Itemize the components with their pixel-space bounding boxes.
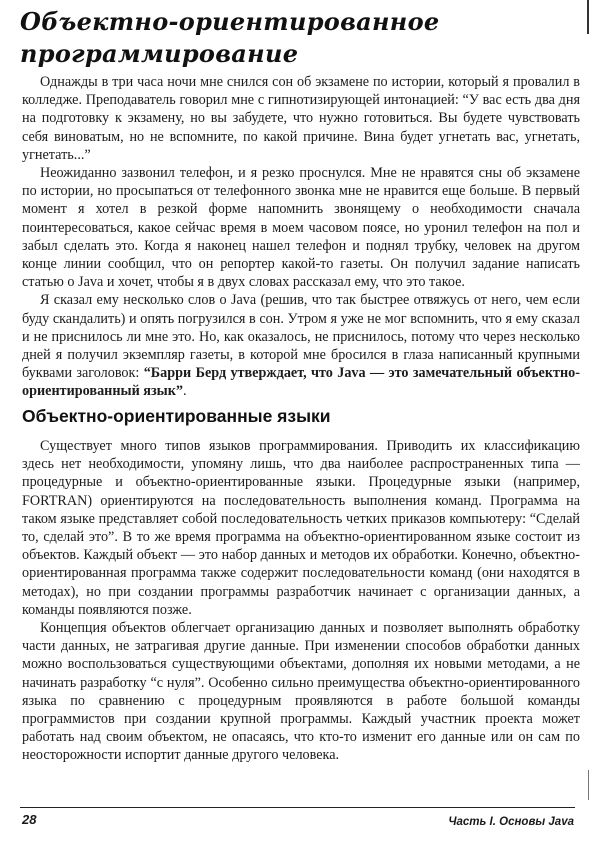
footer-rule xyxy=(20,807,575,808)
page-number: 28 xyxy=(22,812,37,827)
intro-paragraph-3-text: Я сказал ему несколько слов о Java (решив, что так быстрее отвяжусь от него, чем если буду скандалить) и опять погрузился в сон. Утром я уже не мог вспомнить, что я ему сказал и не приснилось ли мне это. Но, как оказалось, не приснилось, потому что через несколько дней я получил экземпляр газеты, в которой мне бросился в глаза написанный крупными буквами заголовок: xyxy=(22,292,580,382)
intro-paragraph-1: Однажды в три часа ночи мне снился сон об экзамене по истории, который я провалил в колледже. Преподаватель говорил мне с гипнотизирующей интонацией: “У вас есть два дня на подготовку к экзамену, но вы забудете, что нужно готовиться. Вы будете чувствовать себя виноватым, но не вспомните, по какой причине. Вина будет угнетать вас, угнетать, угнетать...” xyxy=(22,74,580,163)
newspaper-headline: “Барри Берд утверждает, что Java — это замечательный объектно-ориентированный язык” xyxy=(22,365,580,400)
intro-paragraph-2: Неожиданно зазвонил телефон, и я резко проснулся. Мне не нравятся сны об экзамене по истории, но просыпаться от телефонного звонка мне не нравится еще больше. В первый момент я хотел в резкой форме напомнить звонящему о необходимости сначала поинтересоваться, какое сейчас время в моем часовом поясе, но уронил телефон на пол и забыл сделать это. Когда я наконец нашел телефон и поднял трубку, человек на другом конце линии сообщил, что он репортер какой-то газеты. Он получил задание написать статью о Java и хочет, чтобы я в двух словах рассказал ему, что это такое. xyxy=(22,165,580,291)
section-paragraph-2: Концепция объектов облегчает организацию данных и позволяет выполнять обработку части данных, не затрагивая другие данные. При изменении способов обработки данных можно воспользоваться существующими объектами, дополняя их новыми методами, а не начинать разработку “с нуля”. Особенно сильно преимущества объектно-ориентированного языка по сравнению с процедурным проявляются в работе большой команды программистов при создании крупной программы. Каждый участник проекта может работать над своим объектом, не опасаясь, что кто-то изменит его данные или он сам по неосторожности испортит данные другого человека. xyxy=(22,620,580,764)
running-footer: Часть I. Основы Java xyxy=(448,816,574,828)
intro-paragraph-3 xyxy=(22,291,580,400)
scan-margin-mark-bottom xyxy=(588,770,589,800)
intro-paragraph-3-end: . xyxy=(183,383,187,400)
section-text xyxy=(22,437,580,765)
section-paragraph-1: Существует много типов языков программирования. Приводить их классификацию здесь нет необходимости, упомяну лишь, что два наиболее распространенных типа — процедурные и объектно-ориентированные языки. Процедурные языки (например, FORTRAN) ориентируются на последовательность выполнения команд. Программа на таком языке представляет собой последовательность четких приказов компьютеру: “Сделай то, сделай это”. В то же время программа на объектно-ориентированном языке состоит из объектов. Каждый объект — это набор данных и методов их обработки. Конечно, объектно-ориентированная программа также содержит последовательности команд (они находятся в методах), но при создании программы разработчик начинает с организации данных, а команды появляются позже. xyxy=(22,438,580,618)
section-heading: Объектно-ориентированные языки xyxy=(22,406,331,426)
intro-text xyxy=(22,73,580,401)
scan-margin-mark xyxy=(587,0,589,34)
chapter-title: Объектно-ориентированное программирование xyxy=(20,7,440,68)
